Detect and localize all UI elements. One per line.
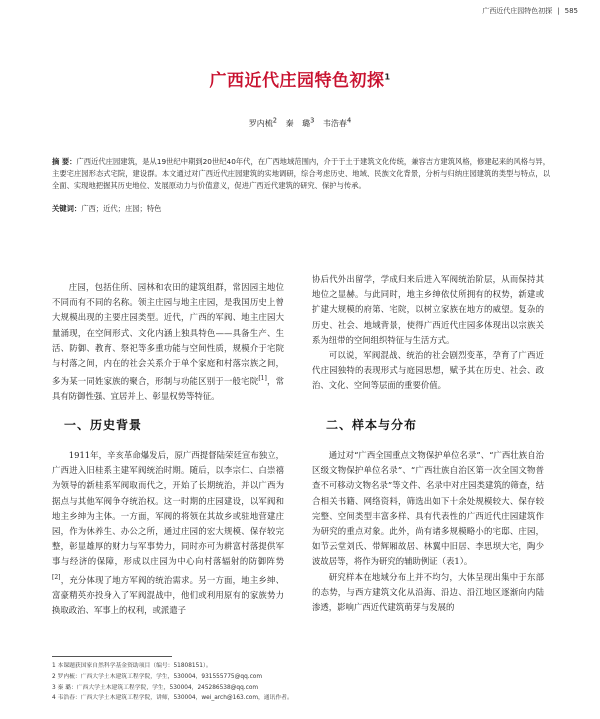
intro-paragraph: 可以说，军阀混战、统治的社会剧烈变革，孕育了广西近代庄园独特的表现形式与庭园思想，赋予其在历史、社会、政治、文化、空间等层面的重要价值。 xyxy=(312,350,544,391)
keywords-text: 广西；近代；庄园；特色 xyxy=(81,204,162,213)
footnote-divider xyxy=(52,656,172,657)
samples-section-body xyxy=(312,448,544,615)
body-paragraph: 研究样本在地域分布上并不均匀，大体呈现出集中于东部的态势，与西方建筑文化从沿海、沿边、沿江地区逐渐向内陆渗透，影响广西近代建筑萌芽与发展的 xyxy=(312,571,544,613)
footnotes xyxy=(52,661,552,704)
footnote: 4 韦浩春：广西大学土木建筑工程学院，讲师，530004，wei_arch@163.com，通讯作者。 xyxy=(52,695,293,702)
citation-ref: [1] xyxy=(258,375,267,383)
paper-title-text: 广西近代庄园特色初探 xyxy=(209,71,385,91)
page-number: 585 xyxy=(564,7,578,15)
section-heading-history: 一、历史背景 xyxy=(64,418,143,432)
paper-title xyxy=(0,66,600,91)
keywords-label: 关键词： xyxy=(52,204,82,213)
footnote: 3 秦 璐：广西大学土木建筑工程学院，学生，530004，245286538@qq.com xyxy=(52,684,259,691)
author-name: 罗内梳$^2$ xyxy=(248,116,278,128)
abstract-text: 广西近代庄园建筑，是从19世纪中期到20世纪40年代，在广西地域范围内，介于于土于建筑文化传统，兼容吉方建筑风格，修建起来的风格与异，主要宅庄园形态式宅院，建设群。本文通过对广西近代庄园建筑的实地调研，综合考虑历史、地域、民族文化背景，分析与归纳庄园建筑的类型与特点，以全面、实现地把握其历史地位、发展原动力与价值意义，促进广西近代建筑的研究、保护与传承。 xyxy=(52,157,550,190)
running-head-title: 广西近代庄园特色初探 xyxy=(482,7,553,15)
section-heading-samples: 二、样本与分布 xyxy=(326,418,418,432)
abstract xyxy=(52,156,550,191)
intro-left-column xyxy=(52,280,284,404)
author-name: 秦 璐$^3$ xyxy=(285,116,315,128)
intro-paragraph: 协后代外出留学，学成归来后进入军阀统治阶层，从而保持其地位之显赫。与此同时，地主乡绅依仗所拥有的权势，新建或扩建大规模的府第、宅院，以树立家族在地方的威望。复杂的历史、社会、地域背景，使得广西近代庄园多体现出以宗族关系为纽带的空间组织特征与生活方式。 xyxy=(312,274,544,345)
footnote: 1 本课题获国家自然科学基金资助项目（编号：51808151）。 xyxy=(52,663,212,669)
intro-right-column xyxy=(312,272,544,394)
footnote: 2 罗内梳：广西大学土木建筑工程学院，学生，530004，931555775@qq.com xyxy=(52,673,262,680)
intro-paragraph: 庄园，包括住所、园林和农田的建筑组群，常因园主地位不同而有不同的名称。领主庄园与地主庄园，是我国历史上曾大规模出现的主要庄园类型。近代，广西的军阀、地主庄园大量涌现，在空间形式、文化内涵上独具特色——具备生产、生活、防御、教育、祭祀等多重功能与空间性质，规模介于宅院与村落之间，内在的社会关系介于单个家庭和村落宗族之间，多为某一同姓家族的聚合，形制与功能区别于一般宅院[1]，常具有防御性强、宜居并上、彰显权势等特征。 xyxy=(52,282,285,402)
citation-ref: [2] xyxy=(52,573,61,581)
running-head-separator: | xyxy=(557,7,560,15)
body-paragraph: 通过对“广西全国重点文物保护单位名录”、“广西壮族自治区级文物保护单位名录”、“广西壮族自治区第一次全国文物普查不可移动文物名录”等文件、名录中对庄园类建筑的筛查，结合相关书籍、网络资料，筛选出如下十余处规模较大、保存较完整、空间类型丰富多样、具有代表性的广西近代庄园建筑作为研究的重点对象。此外，尚有诸多规模略小的宅邸、庄园，如节云堂刘氏、带辉厢故居、林翼中旧居、李思坝大宅，陶少波故居等，将作为研究的辅助例证（表1）。 xyxy=(312,450,544,567)
author-name: 韦浩春$^4$ xyxy=(322,116,352,128)
history-section-body xyxy=(52,448,284,618)
author-line xyxy=(0,116,600,129)
abstract-label: 摘 要： xyxy=(52,157,77,166)
running-head xyxy=(482,6,578,16)
body-paragraph: 1911年，辛亥革命爆发后，原广西提督陆荣廷宣布独立，广西进入旧桂系主建军阀统治时期。随后，以李宗仁、白崇禧为领导的新桂系军阀取而代之，开始了长期统治，并以广西为据点与其他军阀争夺统治权。这一时期的庄园建设，以军阀和地主乡绅为主体。一方面，军阀的将领在其故乡或驻地营建庄园，作为休养生、办公之所，通过庄园的宏大规模、保存较完整，彰显雄厚的财力与军事势力，同时亦可为耕富村落提供军事与经济的保障，形成以庄园为中心向村落辐射的防御阵势[2]，充分体现了地方军阀的统治需求。另一方面，地主乡绅、富豪精英亦投身入了军阀混战中，他们或利用原有的家族势力换取政治、军事上的权利，或派遣子 xyxy=(52,450,284,615)
title-footnote-mark: 1 xyxy=(384,72,391,82)
keywords xyxy=(52,204,550,214)
